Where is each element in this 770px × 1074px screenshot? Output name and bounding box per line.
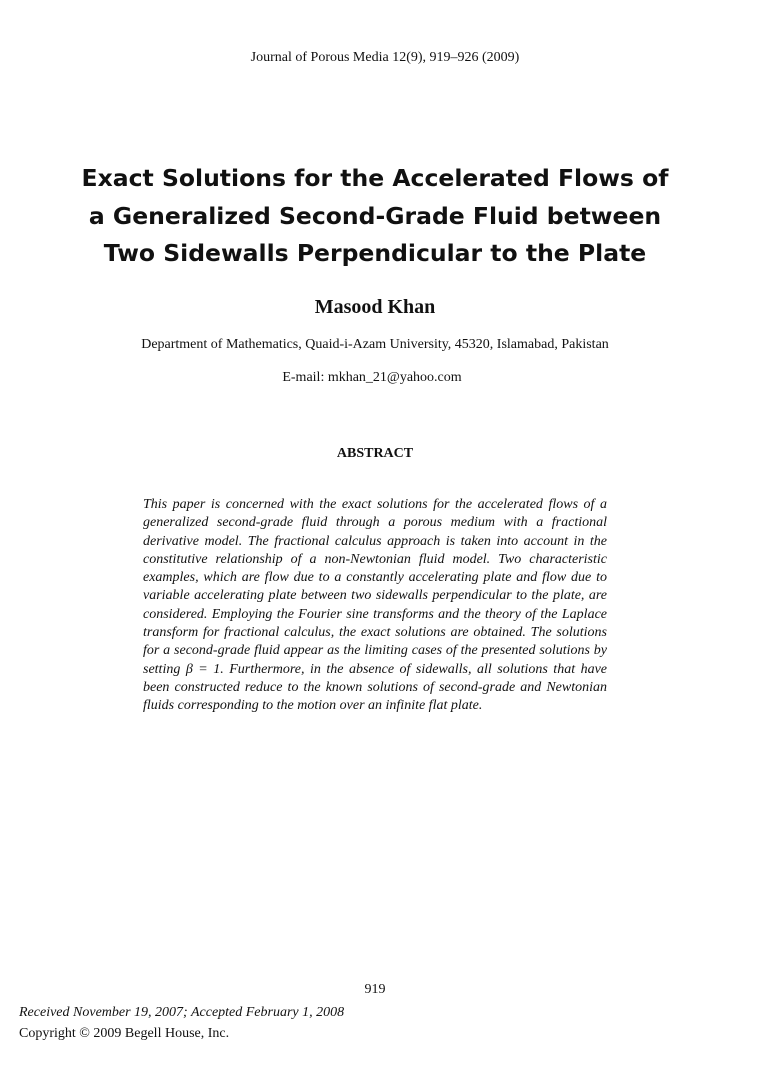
title-line-1: Exact Solutions for the Accelerated Flows of [81,164,669,192]
paper-title [40,160,710,273]
abstract-heading: ABSTRACT [336,446,414,461]
author-affiliation: Department of Mathematics, Quaid-i-Azam University, 45320, Islamabad, Pakistan [141,337,609,352]
copyright-notice: Copyright © 2009 Begell House, Inc. [19,1026,230,1041]
abstract-text: This paper is concerned with the exact solutions for the accelerated flows of a generalized second-grade fluid through a porous medium with a fractional derivative model. The fractional calculus approach is taken into account in the constitutive relationship of a non-Newtonian fluid model. Two characteristic examples, which are flow due to a constantly accelerating plate and flow due to variable accelerating plate between two sidewalls perpendicular to the plate, are considered. Employing the Fourier sine transforms and the theory of the Laplace transform for fractional calculus, the exact solutions are obtained. The solutions for a second-grade fluid appear as the limiting cases of the presented solutions by setting β = 1. Furthermore, in the absence of sidewalls, all solutions that have been constructed reduce to the known solutions of second-grade and Newtonian fluids corresponding to the motion over an infinite flat plate. [143,497,607,714]
title-line-2: a Generalized Second-Grade Fluid between [88,201,662,230]
page-number: 919 [364,982,386,997]
journal-header: Journal of Porous Media 12(9), 919–926 (2009) [250,50,520,65]
author-email: E-mail: mkhan_21@yahoo.com [282,370,462,385]
received-dates: Received November 19, 2007; Accepted February 1, 2008 [19,1005,345,1020]
title-line-3: Two Sidewalls Perpendicular to the Plate [103,239,647,267]
author-name: Masood Khan [314,296,436,318]
